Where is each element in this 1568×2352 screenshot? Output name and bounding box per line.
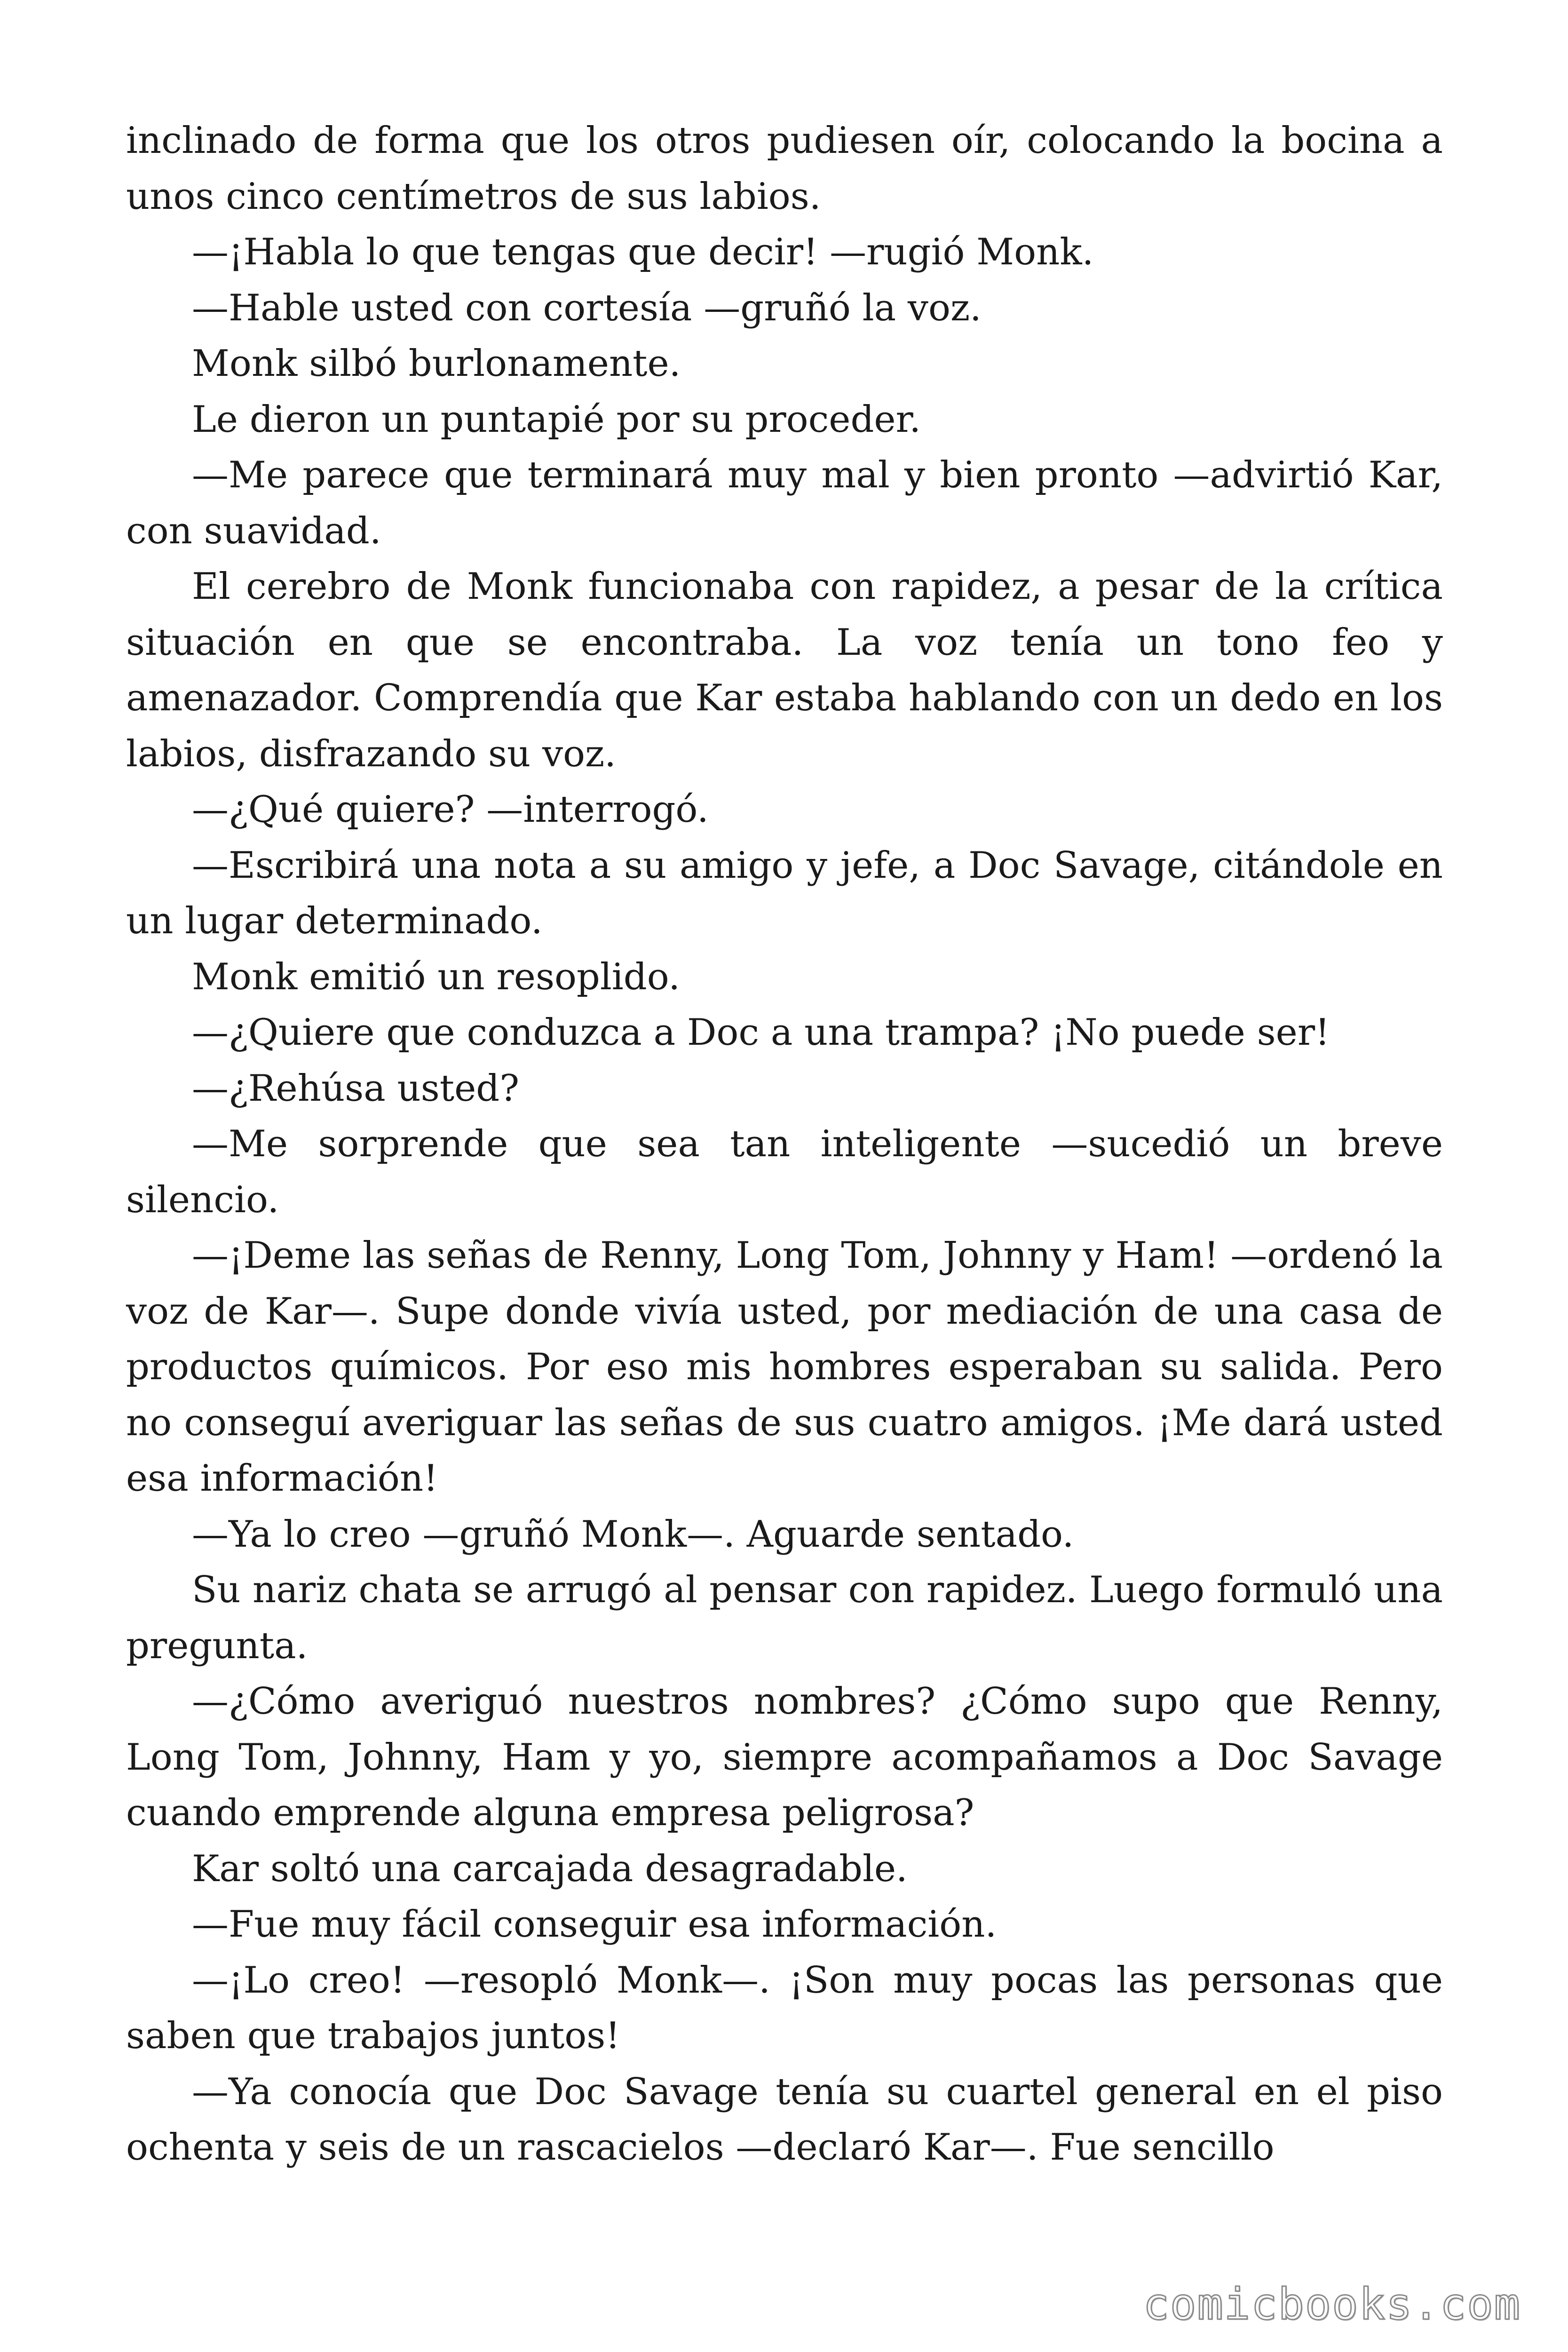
paragraph: —¡Deme las señas de Renny, Long Tom, Johnny y Ham! —ordenó la voz de Kar—. Supe donde vivía usted, por mediación de una casa de productos químicos. Por eso mis hombres esperaban su salida. Pero no conseguí averiguar las señas de sus cuatro amigos. ¡Me dará usted esa información!	[126, 1234, 1443, 1500]
paragraph: —Ya conocía que Doc Savage tenía su cuartel general en el piso ochenta y seis de un rascacielos —declaró Kar—. Fue sencillo	[126, 2070, 1443, 2169]
paragraph: El cerebro de Monk funcionaba con rapidez, a pesar de la crítica situación en que se encontraba. La voz tenía un tono feo y amenazador. Comprendía que Kar estaba hablando con un dedo en los labios, disfrazando su voz.	[126, 565, 1443, 775]
paragraph: —Escribirá una nota a su amigo y jefe, a Doc Savage, citándole en un lugar determinado.	[126, 844, 1443, 942]
site-watermark: comicbooks.com	[1143, 2279, 1521, 2329]
paragraph: —Me parece que terminará muy mal y bien pronto —advirtió Kar, con suavidad.	[126, 454, 1443, 552]
book-page	[126, 113, 1443, 2176]
paragraph: —¡Habla lo que tengas que decir! —rugió Monk.	[192, 231, 1094, 273]
paragraph: —Hable usted con cortesía —gruñó la voz.	[192, 286, 982, 329]
paragraph: Su nariz chata se arrugó al pensar con rapidez. Luego formuló una pregunta.	[126, 1569, 1443, 1667]
paragraph: —¿Quiere que conduzca a Doc a una trampa? ¡No puede ser!	[192, 1011, 1330, 1054]
paragraph: —Ya lo creo —gruñó Monk—. Aguarde sentado.	[192, 1513, 1074, 1556]
paragraph: Monk silbó burlonamente.	[192, 342, 681, 385]
paragraph: —Me sorprende que sea tan inteligente —sucedió un breve silencio.	[126, 1123, 1443, 1221]
paragraph: Le dieron un puntapié por su proceder.	[192, 398, 921, 441]
paragraph: —¿Cómo averiguó nuestros nombres? ¿Cómo supo que Renny, Long Tom, Johnny, Ham y yo, siempre acompañamos a Doc Savage cuando emprende alguna empresa peligrosa?	[126, 1680, 1443, 1834]
paragraph: Kar soltó una carcajada desagradable.	[192, 1847, 908, 1890]
paragraph: —¿Qué quiere? —interrogó.	[192, 788, 709, 831]
paragraph: —¡Lo creo! —resopló Monk—. ¡Son muy pocas las personas que saben que trabajos juntos!	[126, 1959, 1443, 2057]
paragraph: Monk emitió un resoplido.	[192, 955, 681, 998]
paragraph: —Fue muy fácil conseguir esa información.	[192, 1903, 997, 1946]
paragraph: inclinado de forma que los otros pudiesen oír, colocando la bocina a unos cinco centímetros de sus labios.	[126, 119, 1443, 218]
paragraph: —¿Rehúsa usted?	[192, 1067, 520, 1110]
